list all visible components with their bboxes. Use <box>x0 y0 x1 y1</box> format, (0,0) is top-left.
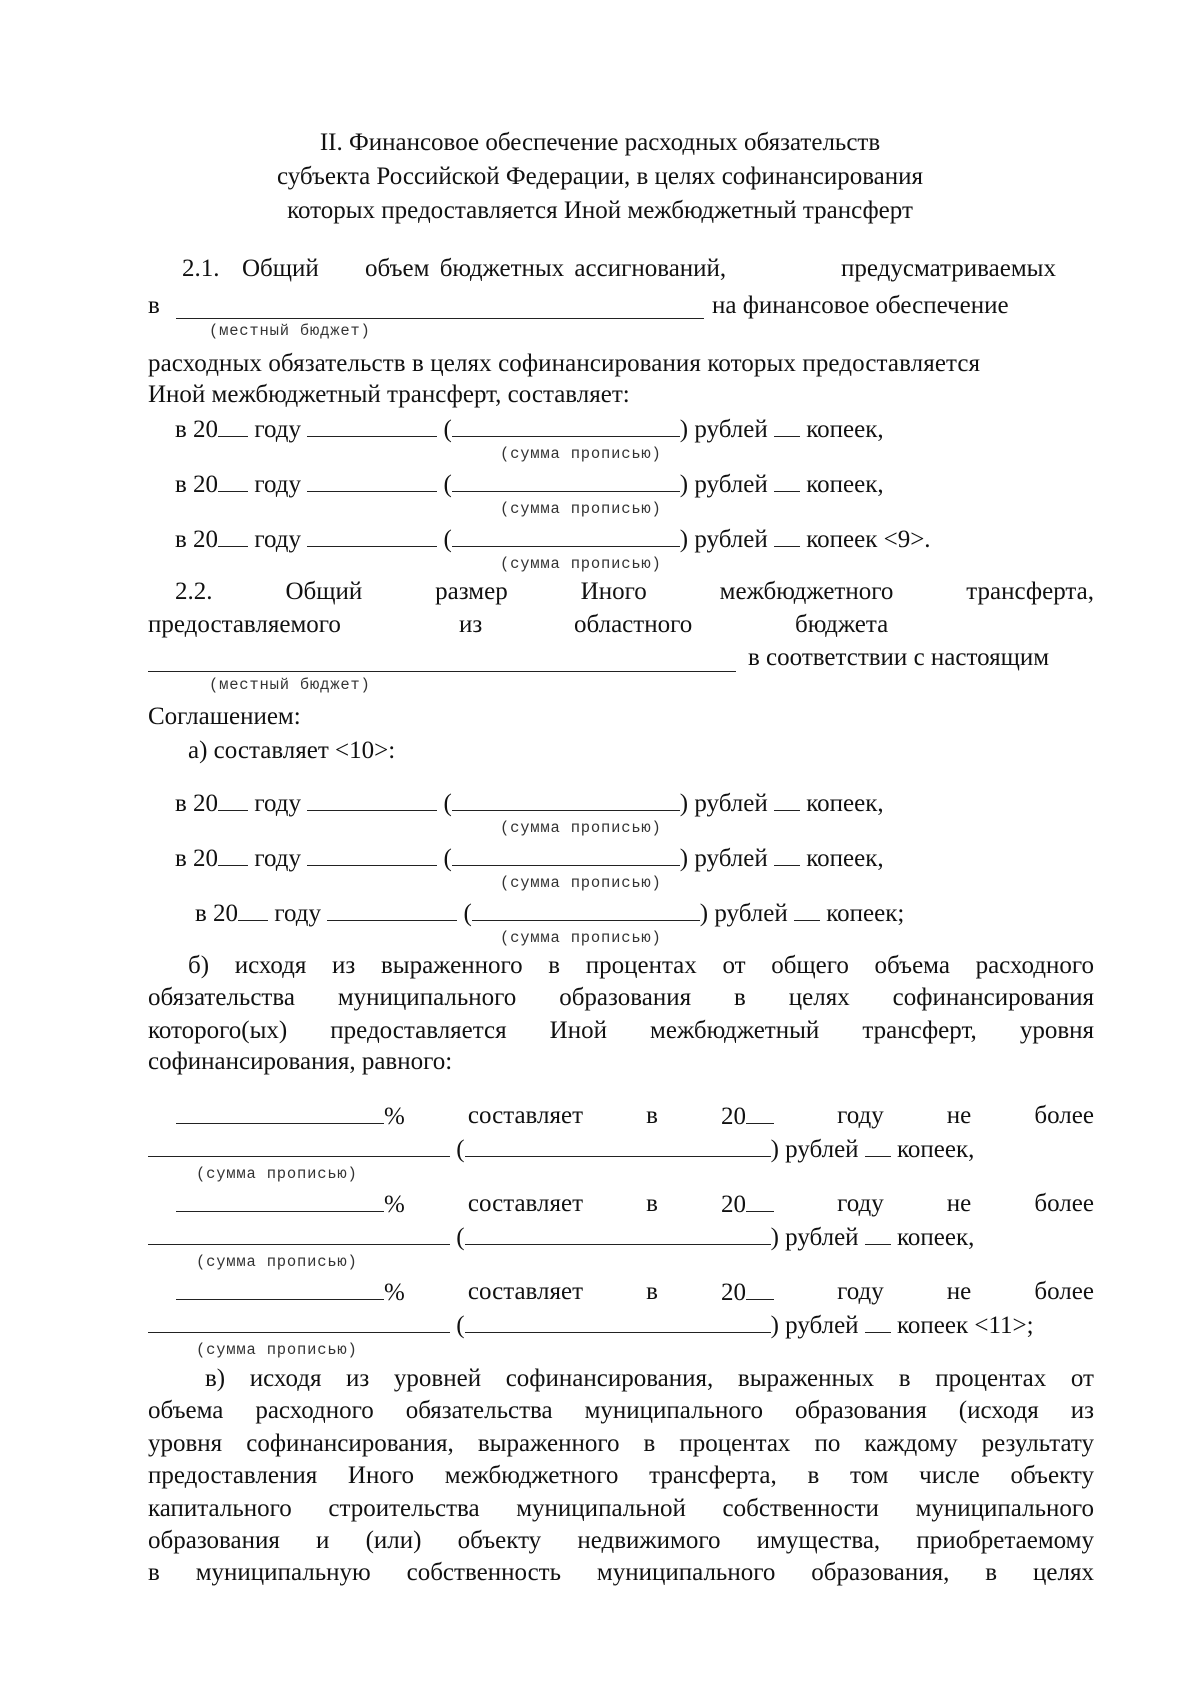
amount-words-blank[interactable] <box>452 843 680 866</box>
year-blank[interactable] <box>218 469 248 492</box>
amount-words-blank[interactable] <box>465 1222 771 1245</box>
local-budget-blank-2[interactable] <box>148 649 736 672</box>
kopeck-blank[interactable] <box>794 898 820 921</box>
sum-words-caption: (сумма прописью) <box>196 1165 358 1183</box>
amount-words-blank[interactable] <box>465 1134 771 1157</box>
amount-blank[interactable] <box>307 788 437 811</box>
heading-line-2: субъекта Российской Федерации, в целях софинансирования <box>276 163 924 190</box>
amount-words-blank[interactable] <box>452 788 680 811</box>
amount-blank[interactable] <box>148 1134 450 1157</box>
sum-words-caption: (сумма прописью) <box>500 819 662 837</box>
s21-word-predusm: предусматриваемых <box>841 255 1056 282</box>
s22-r2b: из <box>459 611 483 638</box>
paragraph-v-line-1: в) исходя из уровней софинансирования, выраженных в процентах от <box>205 1365 1094 1392</box>
kopeck-blank[interactable] <box>774 843 800 866</box>
kopeck-blank[interactable] <box>774 469 800 492</box>
year-blank[interactable] <box>746 1101 774 1124</box>
s22-r2a: предоставляемого <box>148 611 341 638</box>
year-blank[interactable] <box>218 788 248 811</box>
kopeck-blank[interactable] <box>865 1310 891 1333</box>
paragraph-b-line-1: б) исходя из выраженного в процентах от общего объема расходного <box>188 952 1094 979</box>
year-blank[interactable] <box>238 898 268 921</box>
sum-words-caption: (сумма прописью) <box>196 1341 358 1359</box>
s21-in: в <box>148 292 160 319</box>
paragraph-v-line-2: объема расходного обязательства муниципального образования (исходя из <box>148 1397 1094 1425</box>
paragraph-b-line-4: софинансирования, равного: <box>148 1048 453 1076</box>
s22-line-1: 2.2. Общий размер Иного межбюджетного трансферта, <box>175 578 1094 605</box>
section-heading <box>0 126 1200 228</box>
s21-line-3: расходных обязательств в целях софинансирования которых предоставляется <box>148 350 981 377</box>
year-blank[interactable] <box>218 524 248 547</box>
year-blank[interactable] <box>746 1277 774 1300</box>
amount-blank[interactable] <box>307 524 437 547</box>
s22-r2d: бюджета <box>795 611 889 638</box>
local-budget-blank-1[interactable] <box>176 296 704 319</box>
year-blank[interactable] <box>218 414 248 437</box>
amount-words-blank[interactable] <box>465 1310 771 1333</box>
paragraph-b-line-2: обязательства муниципального образования в целях софинансирования <box>148 984 1094 1012</box>
paragraph-v-line-3: уровня софинансирования, выраженного в процентах по каждому результату <box>148 1429 1094 1457</box>
paragraph-b <box>148 950 1094 1077</box>
amount-blank[interactable] <box>307 843 437 866</box>
amount-words-blank[interactable] <box>452 524 680 547</box>
amount-blank[interactable] <box>307 469 437 492</box>
s22-a: а) составляет <10>: <box>188 737 396 764</box>
sum-words-caption: (сумма прописью) <box>500 500 662 518</box>
local-budget-caption-1: (местный бюджет) <box>209 322 371 340</box>
s21-number: 2.1. <box>182 255 220 282</box>
heading-line-1: II. Финансовое обеспечение расходных обязательств <box>319 129 881 156</box>
paragraph-b-line-3: которого(ых) предоставляется Иной межбюджетный трансферт, уровня <box>148 1016 1094 1044</box>
amount-blank[interactable] <box>148 1310 450 1333</box>
s22-tail: в соответствии с настоящим <box>748 644 1050 671</box>
paragraph-v-line-5: капитального строительства муниципальной собственности муниципального <box>148 1494 1094 1522</box>
s21-line-4: Иной межбюджетный трансферт, составляет: <box>148 381 630 408</box>
amount-blank[interactable] <box>307 414 437 437</box>
paragraph-v <box>148 1363 1094 1590</box>
sum-words-caption: (сумма прописью) <box>500 929 662 947</box>
kopeck-blank[interactable] <box>865 1134 891 1157</box>
percent-blank[interactable] <box>176 1189 384 1212</box>
paragraph-v-line-6: образования и (или) объекту недвижимого имущества, приобретаемому <box>148 1527 1094 1555</box>
percent-blank[interactable] <box>176 1277 384 1300</box>
s22-line-4: Соглашением: <box>148 703 301 730</box>
sum-words-caption: (сумма прописью) <box>500 874 662 892</box>
sum-words-caption: (сумма прописью) <box>500 555 662 573</box>
paragraph-v-line-7: в муниципальную собственность муниципального образования, в целях <box>148 1559 1094 1587</box>
paragraph-v-line-4: предоставления Иного межбюджетного трансферта, в том числе объекту <box>148 1462 1094 1490</box>
kopeck-blank[interactable] <box>774 524 800 547</box>
s21-word-obshchiy: Общий <box>242 255 319 282</box>
kopeck-blank[interactable] <box>774 788 800 811</box>
document-page: II. Финансовое обеспечение расходных обязательств субъекта Российской Федерации, в целях софинансирования которых предоставляется Иной межбюджетный трансферт 2.1. Общий объем бюджетных ассигнований, предусматриваемых в на финансовое обеспечение (местный бюджет) расходных обязательств в целях софинансирования которых предоставляется Иной межбюджетный трансферт, составляет: в 20 году ( ) рублей копеек, (сумма прописью) в 20 году ( ) рублей копеек, (сумма прописью) в 20 году ( ) рублей копеек <9>. (сумма прописью) 2.2. Общий размер Иного межбюджетного трансферта, предоставляемого из областного бюджета в соответствии с настоящим (местный бюджет) Соглашением: а) составляет <10>: в 20 году ( ) рублей копеек, (сумма прописью) в 20 году ( ) рублей копеек, (сумма прописью) в 20 году ( ) рублей копеек; (сумма прописью) б) исходя из выраженного в процентах от общего объема расходного обязательства муниципального образования в целях софинансирования которого(ых) предоставляется Иной межбюджетный трансферт, уровня софинансирования, равного: % составляет в 20 году не более ( ) рублей копеек, (сумма прописью) % составляет в 20 году не более ( ) рублей копеек, (сумма прописью) % составляет в 20 году не более ( ) рублей копеек <11>; (сумма прописью) в) исходя из уровней софинансирования, выраженных в процентах от объема расходного обязательства муниципального образования (исходя из уровня софинансирования, выраженного в процентах по каждому результату предоставления Иного межбюджетного трансферта, в том числе объекту капитального строительства муниципальной собственности муниципального образования и (или) объекту недвижимого имущества, приобретаемому в муниципальную собственность муниципального образования, в целях <box>0 0 1200 1697</box>
amount-blank[interactable] <box>148 1222 450 1245</box>
s21-phrase: объем бюджетных ассигнований, <box>365 255 727 282</box>
local-budget-caption-2: (местный бюджет) <box>209 676 371 694</box>
percent-blank[interactable] <box>176 1101 384 1124</box>
amount-words-blank[interactable] <box>452 469 680 492</box>
kopeck-blank[interactable] <box>774 414 800 437</box>
year-blank[interactable] <box>746 1189 774 1212</box>
amount-blank[interactable] <box>327 898 457 921</box>
sum-words-caption: (сумма прописью) <box>500 445 662 463</box>
kopeck-blank[interactable] <box>865 1222 891 1245</box>
year-blank[interactable] <box>218 843 248 866</box>
amount-words-blank[interactable] <box>472 898 700 921</box>
s21-tail: на финансовое обеспечение <box>712 292 1009 319</box>
amount-words-blank[interactable] <box>452 414 680 437</box>
s22-r2c: областного <box>574 611 693 638</box>
heading-line-3: которых предоставляется Иной межбюджетный трансферт <box>287 197 913 224</box>
sum-words-caption: (сумма прописью) <box>196 1253 358 1271</box>
